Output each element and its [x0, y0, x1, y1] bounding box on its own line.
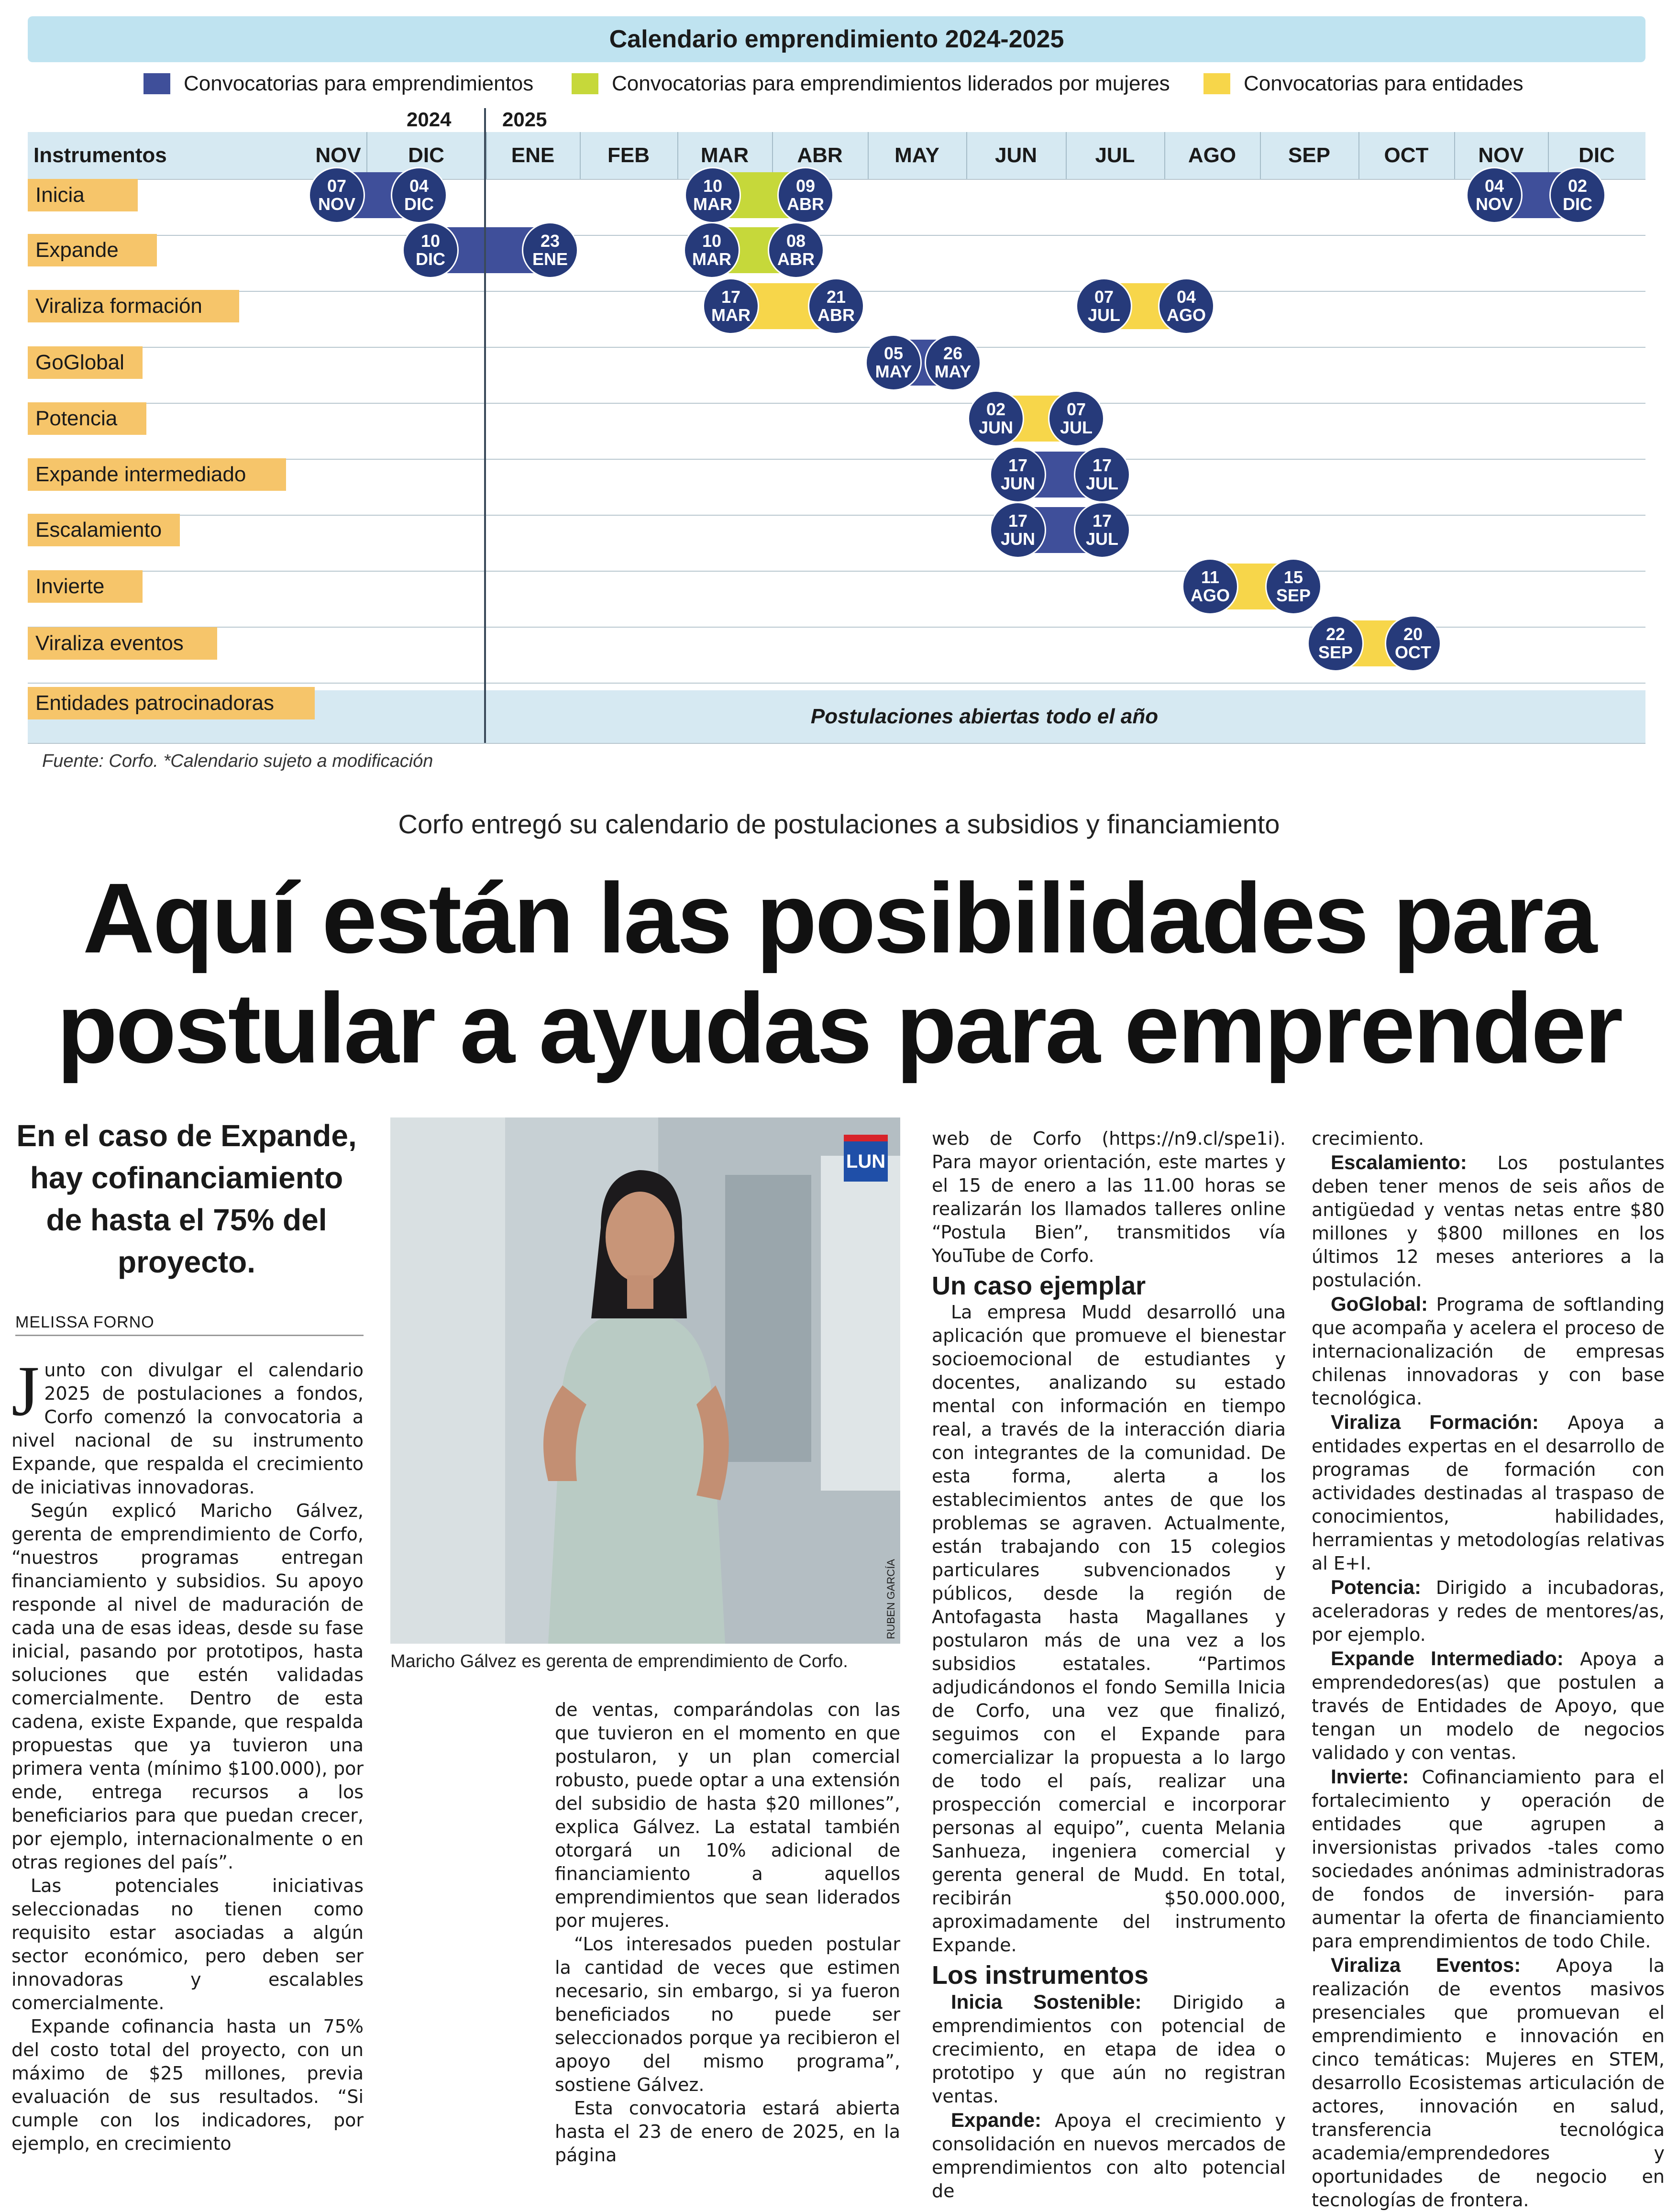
date-marker — [1075, 503, 1129, 557]
row-divider — [28, 571, 1645, 572]
date-month: MAR — [692, 249, 731, 269]
date-marker — [1077, 279, 1131, 333]
date-marker — [969, 392, 1023, 445]
subhead-instruments: Los instrumentos — [932, 1961, 1149, 1990]
photo-caption: Maricho Gálvez es gerenta de emprendimiento de Corfo. — [390, 1651, 848, 1671]
instrument-label: Escalamiento — [28, 514, 180, 546]
instrument-label: Viraliza formación — [28, 290, 239, 322]
calendar-title: Calendario emprendimiento 2024-2025 — [28, 16, 1645, 62]
month-divider — [1454, 132, 1455, 179]
date-day: 02 — [986, 399, 1006, 419]
month-header: ENE — [511, 144, 555, 167]
column-4 — [1312, 1127, 1665, 2212]
instrument-item: GoGlobal: Programa de softlanding que acompaña y acelera el proceso de internacionalización de empresas chilenas innovadoras y con base tecnológica. — [1312, 1293, 1665, 1409]
month-header: DIC — [1579, 144, 1615, 167]
instrument-item: Invierte: Cofinanciamiento para el fortalecimiento y operación de entidades que agrupen a inversionistas privados -tales como sociedades anónimas administradoras de fondos de inversión- para aumentar la oferta de financiamiento para emprendimientos de todo Chile. — [1312, 1765, 1665, 1952]
legend-label: Convocatorias para entidades — [1244, 72, 1523, 95]
paragraph — [11, 1351, 364, 1499]
date-marker — [685, 223, 739, 277]
date-month: JUL — [1087, 305, 1120, 325]
row-divider — [28, 235, 1645, 236]
date-month: ENE — [532, 249, 568, 269]
date-month: DIC — [1563, 194, 1592, 214]
paragraph: “Los interesados pueden postular la cantidad de veces que estimen necesario, sin embargo, si ya fueron beneficiados no puede ser seleccionados porque ya recibieron el apoyo del mismo programa”, sostiene Gálvez. — [555, 1934, 900, 2095]
month-header: DIC — [408, 144, 444, 167]
instrument-label: Potencia — [28, 402, 146, 435]
date-month: MAY — [875, 362, 912, 381]
date-marker — [686, 168, 740, 222]
instrument-item: Potencia: Dirigido a incubadoras, aceleradoras y redes de mentores/as, por ejemplo. — [1312, 1576, 1665, 1645]
paragraph-text: unto con divulgar el calendario 2025 de postulaciones a fondos, Corfo comenzó la convocatoria a nivel nacional de su instrumento Expande, que respalda el crecimiento de iniciativas innovadoras. — [11, 1360, 364, 1498]
year-label-2024: 2024 — [407, 108, 452, 131]
month-divider — [580, 132, 581, 179]
date-day: 17 — [1092, 511, 1112, 531]
date-day: 10 — [420, 231, 441, 251]
date-marker — [991, 503, 1045, 557]
calendar-source: Fuente: Corfo. *Calendario sujeto a modificación — [42, 751, 433, 771]
date-month: NOV — [1475, 194, 1513, 214]
date-month: AGO — [1166, 305, 1206, 325]
paragraph: Esta convocatoria estará abierta hasta el 23 de enero de 2025, en la página — [555, 2098, 900, 2166]
legend-swatch-blue — [144, 73, 170, 94]
legend-item-entidades — [1203, 67, 1523, 100]
date-month: OCT — [1395, 642, 1431, 662]
year-divider — [484, 108, 486, 743]
portrait-illustration — [390, 1117, 900, 1644]
date-day: 04 — [1176, 287, 1196, 307]
date-day: 09 — [795, 176, 816, 196]
paragraph: crecimiento. — [1312, 1128, 1424, 1149]
row-divider — [28, 179, 1645, 180]
month-header: JUL — [1095, 144, 1135, 167]
paragraph: La empresa Mudd desarrolló una aplicación que promueve el bienestar socioemocional de estudiantes y docentes, analizando su estado mental con información en tiempo real, a través de la interacción diaria con integrantes de la comunidad. De esta forma, alerta a los establecimientos antes de que los problemas se agraven. Actualmente, están trabajando con 15 colegios particulares subvencionados y públicos, desde la región de Antofagasta hasta Magallanes y postularon más de una vez a los subsidios estatales. “Partimos adjudicándonos el fondo Semilla Inicia de Corfo, una vez que finalizó, seguimos con el Expande para comercializar la propuesta a lo largo de todo el país, realizar una prospección comercial e incorporar personas al equipo”, cuenta Melania Sanhueza, ingeniera comercial y gerenta general de Mudd. En total, recibirán $50.000.000, aproximadamente del instrumento Expande. — [932, 1302, 1286, 1956]
date-marker — [1159, 279, 1213, 333]
date-marker — [926, 336, 980, 389]
month-divider — [1164, 132, 1165, 179]
date-month: MAY — [934, 362, 971, 381]
date-marker — [867, 336, 920, 389]
paragraph: Expande cofinancia hasta un 75% del costo total del proyecto, con un máximo de $25 millones, previa evaluación de sus resultados. “Si cumple con los indicadores, por ejemplo, en crecimiento — [11, 2016, 364, 2154]
instrument-item: Expande Intermediado: Apoya a emprendedores(as) que postulen a través de Entidades de Apoyo, que tengan un modelo de negocios validado y con ventas. — [1312, 1647, 1665, 1763]
legend-item-emprendimientos — [144, 67, 533, 100]
date-marker — [523, 223, 577, 277]
date-month: AGO — [1190, 586, 1230, 605]
date-marker — [991, 448, 1045, 501]
instrument-label: Inicia — [28, 179, 138, 211]
month-header: AGO — [1188, 144, 1236, 167]
date-day: 07 — [1066, 399, 1086, 419]
instrument-item: Viraliza Eventos: Apoya la realización de eventos masivos presenciales que promuevan el emprendimiento e innovación en cinco temáticas: Mujeres en STEM, desarrollo Ecosistemas articulación de actores, innovación en salud, transferencia tecnológica academia/emprendedores y oportunidades de negocio en tecnologías de frontera. — [1312, 1954, 1665, 2211]
portrait-photo — [390, 1117, 900, 1644]
row-divider — [28, 683, 1645, 684]
date-month: MAR — [711, 305, 751, 325]
date-marker — [1267, 560, 1320, 613]
instrument-item: Escalamiento: Los postulantes deben tener menos de seis años de antigüedad y ventas netas entre $80 millones y $800 millones en los últimos 12 meses anteriores a la postulación. — [1312, 1151, 1665, 1291]
month-divider — [966, 132, 967, 179]
date-day: 04 — [1484, 176, 1504, 196]
instrument-label: Viraliza eventos — [28, 627, 217, 660]
date-month: JUL — [1085, 529, 1118, 549]
subhead-case: Un caso ejemplar — [932, 1272, 1146, 1300]
date-day: 21 — [826, 287, 846, 307]
instrument-label: GoGlobal — [28, 346, 143, 379]
date-day: 17 — [1008, 455, 1028, 475]
date-marker — [809, 279, 863, 333]
date-month: NOV — [318, 194, 355, 214]
date-marker — [1468, 168, 1521, 222]
date-marker — [1075, 448, 1129, 501]
date-day: 17 — [1008, 511, 1028, 531]
row-divider — [28, 347, 1645, 348]
row-divider — [28, 515, 1645, 516]
photo-credit: RUBEN GARCÍA — [885, 1559, 897, 1639]
instrument-item: Viraliza Formación: Apoya a entidades expertas en el desarrollo de programas de formación con actividades destinadas al traspaso de conocimientos, habilidades, herramientas y metodologías relativas al E+I. — [1312, 1411, 1665, 1574]
date-marker — [1551, 168, 1604, 222]
month-header: ABR — [797, 144, 843, 167]
legend-item-mujeres — [572, 67, 1170, 100]
date-day: 07 — [1094, 287, 1114, 307]
month-header: SEP — [1288, 144, 1331, 167]
column-2 — [555, 1698, 900, 2167]
date-month: DIC — [404, 194, 434, 214]
article-kicker: Corfo entregó su calendario de postulaciones a subsidios y financiamiento — [398, 809, 1280, 839]
date-month: ABR — [777, 249, 815, 269]
date-month: ABR — [787, 194, 824, 214]
date-day: 02 — [1568, 176, 1588, 196]
date-month: SEP — [1318, 642, 1353, 662]
instrument-label: Expande — [28, 234, 157, 266]
headline-line-2: postular a ayudas para emprender — [56, 973, 1622, 1084]
paragraph: de ventas, comparándolas con las que tuvieron en el momento en que postularon, y un plan comercial robusto, puede optar a una extensión del subsidio de hasta $20 millones”, explica Gálvez. La estatal también otorgará un 10% adicional de financiamiento a aquellos emprendimientos que sean liderados por mujeres. — [555, 1699, 900, 1931]
byline: MELISSA FORNO — [15, 1313, 364, 1336]
date-day: 08 — [786, 231, 806, 251]
month-header: FEB — [607, 144, 650, 167]
month-divider — [868, 132, 869, 179]
lun-logo: LUN — [844, 1135, 888, 1182]
paragraph: Según explicó Maricho Gálvez, gerenta de emprendimiento de Corfo, “nuestros programas entregan financiamiento y subsidios. Su apoyo responde al nivel de maduración de cada una de esas ideas, desde su fase inicial, pasando por prototipos, hasta soluciones que estén validadas comercialmente. Dentro de esta cadena, existe Expande, que respalda propuestas que ya tuvieron una primera venta (mínimo $100.000), por ende, entrega recursos a los beneficiarios para que puedan crecer, por ejemplo, internacionalmente o en otras regiones del país”. — [11, 1500, 364, 1873]
month-header: MAR — [700, 144, 749, 167]
month-header: OCT — [1384, 144, 1429, 167]
month-divider — [1260, 132, 1261, 179]
date-marker — [769, 223, 823, 277]
date-day: 15 — [1283, 567, 1303, 587]
legend-label: Convocatorias para emprendimientos liderados por mujeres — [612, 72, 1170, 95]
date-month: JUL — [1085, 474, 1118, 493]
year-label-2025: 2025 — [502, 108, 547, 131]
date-day: 22 — [1325, 624, 1346, 644]
month-divider — [677, 132, 678, 179]
month-header: NOV — [315, 144, 361, 167]
column-1 — [11, 1351, 364, 2156]
legend-label: Convocatorias para emprendimientos — [184, 72, 534, 95]
date-day: 05 — [883, 343, 904, 363]
date-marker — [1183, 560, 1237, 613]
instrument-item: Inicia Sostenible: Dirigido a emprendimientos con potencial de crecimiento, en etapa de idea o prototipo y que aún no registran ventas. — [932, 1991, 1286, 2107]
instrument-label: Invierte — [28, 570, 143, 603]
date-day: 17 — [721, 287, 741, 307]
date-day: 10 — [702, 231, 722, 251]
date-day: 04 — [409, 176, 429, 196]
legend-swatch-green — [572, 73, 598, 94]
date-day: 26 — [943, 343, 963, 363]
date-day: 11 — [1201, 567, 1220, 587]
date-month: DIC — [416, 249, 445, 269]
date-day: 10 — [703, 176, 723, 196]
date-month: JUN — [1000, 529, 1036, 549]
date-month: JUL — [1060, 418, 1093, 437]
date-day: 23 — [540, 231, 560, 251]
date-day: 17 — [1092, 455, 1112, 475]
drop-cap: J — [11, 1351, 40, 1431]
month-divider — [1066, 132, 1067, 179]
date-marker — [1386, 617, 1440, 670]
date-marker — [404, 223, 457, 277]
column-3 — [932, 1127, 1286, 2203]
date-month: JUN — [1000, 474, 1036, 493]
legend-swatch-yellow — [1203, 73, 1230, 94]
headline-line-1: Aquí están las posibilidades para — [82, 863, 1596, 974]
article-deck: En el caso de Expande, hay cofinanciamiento de hasta el 75% del proyecto. — [16, 1118, 357, 1279]
month-divider — [486, 132, 487, 179]
sponsor-note: Postulaciones abiertas todo el año — [323, 690, 1645, 743]
row-divider — [28, 743, 1645, 744]
paragraph: web de Corfo (https://n9.cl/spe1i). Para mayor orientación, este martes y el 15 de enero a las 11.00 horas se realizarán los llamados talleres online “Postula Bien”, transmitidos vía YouTube de Corfo. — [932, 1128, 1286, 1266]
instrument-list — [1312, 1150, 1665, 2212]
month-header: JUN — [994, 144, 1038, 167]
date-month: ABR — [817, 305, 855, 325]
paragraph: Las potenciales iniciativas seleccionadas no tienen como requisito estar asociadas a algún sector económico, pero deben ser innovadoras y escalables comercialmente. — [11, 1875, 364, 2013]
month-header: MAY — [894, 144, 939, 167]
date-month: JUN — [978, 418, 1014, 437]
month-header: NOV — [1478, 144, 1524, 167]
date-day: 07 — [327, 176, 347, 196]
date-month: MAR — [693, 194, 732, 214]
row-divider — [28, 403, 1645, 404]
date-marker — [392, 168, 446, 222]
date-day: 20 — [1403, 624, 1423, 644]
date-marker — [310, 168, 364, 222]
instrument-label: Entidades patrocinadoras — [28, 687, 315, 719]
date-marker — [1049, 392, 1103, 445]
date-marker — [704, 279, 758, 333]
instruments-header: Instrumentos — [33, 144, 167, 167]
date-marker — [1309, 617, 1362, 670]
month-divider — [1358, 132, 1359, 179]
instrument-item: Expande: Apoya el crecimiento y consolidación en nuevos mercados de emprendimientos con alto potencial de — [932, 2109, 1286, 2201]
date-marker — [779, 168, 832, 222]
date-month: SEP — [1276, 586, 1311, 605]
instrument-label: Expande intermediado — [28, 458, 286, 491]
